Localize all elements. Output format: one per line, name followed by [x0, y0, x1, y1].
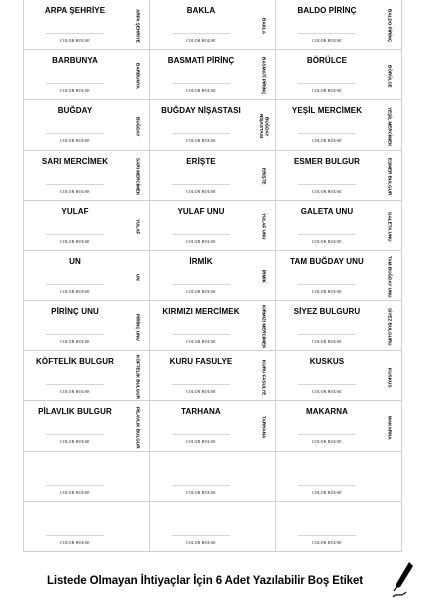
- side-label: UN: [135, 273, 141, 281]
- label-title: SARI MERCİMEK: [41, 156, 109, 166]
- side-label-box: [253, 155, 275, 199]
- label-title: BARBUNYA: [52, 56, 98, 66]
- label-card: [24, 351, 150, 401]
- brand-text: COLOR HOUSE: [186, 340, 216, 345]
- side-label-box: [379, 355, 401, 399]
- label-title: ERİŞTE: [186, 156, 216, 166]
- label-sheet: [23, 0, 401, 552]
- label-card: [150, 301, 276, 351]
- side-label: ESMER BULGUR: [387, 157, 393, 196]
- side-label-box: [127, 155, 149, 199]
- brand-text: COLOR HOUSE: [186, 540, 216, 545]
- brand-text: COLOR HOUSE: [186, 89, 216, 94]
- side-label: İRMİK: [261, 270, 267, 284]
- label-card: [276, 201, 402, 251]
- brand-text: COLOR HOUSE: [186, 239, 216, 244]
- blank-label-card: [24, 452, 150, 502]
- side-label-box: [253, 255, 275, 299]
- write-line: [46, 234, 104, 235]
- write-line: [172, 133, 230, 134]
- write-line: [298, 434, 356, 435]
- label-title: KURU FASULYE: [169, 357, 233, 367]
- brand-text: COLOR HOUSE: [60, 490, 90, 495]
- write-line: [298, 83, 356, 84]
- label-card: [150, 100, 276, 150]
- write-line: [46, 334, 104, 335]
- side-label-box: [127, 255, 149, 299]
- side-label-box: [253, 456, 275, 500]
- brand-text: COLOR HOUSE: [186, 289, 216, 294]
- write-line: [298, 485, 356, 486]
- side-label: KÖFTELİK BULGUR: [135, 355, 141, 400]
- side-label: SARI MERCİMEK: [135, 157, 141, 196]
- label-card: [276, 301, 402, 351]
- brand-text: COLOR HOUSE: [312, 490, 342, 495]
- brand-text: COLOR HOUSE: [60, 289, 90, 294]
- side-label: KIRMIZI MERCİMEK: [261, 305, 267, 349]
- label-title: UN: [69, 256, 81, 266]
- brand-text: COLOR HOUSE: [60, 89, 90, 94]
- brand-text: COLOR HOUSE: [186, 189, 216, 194]
- blank-label-card: [150, 452, 276, 502]
- write-line: [172, 83, 230, 84]
- label-title: PİLAVLIK BULGUR: [38, 407, 112, 417]
- label-title: TARHANA: [181, 407, 221, 417]
- side-label-box: [127, 506, 149, 550]
- write-line: [298, 535, 356, 536]
- brand-text: COLOR HOUSE: [60, 139, 90, 144]
- blank-label-card: [150, 502, 276, 552]
- write-line: [172, 284, 230, 285]
- label-card: [24, 100, 150, 150]
- label-title: TAM BUĞDAY UNU: [290, 256, 364, 266]
- side-label: BALDO PİRİNÇ: [387, 9, 393, 43]
- write-line: [298, 234, 356, 235]
- side-label: KURU FASULYE: [261, 359, 267, 395]
- write-line: [46, 33, 104, 34]
- write-line: [298, 133, 356, 134]
- side-label-box: [253, 305, 275, 349]
- side-label: PİRİNÇ UNU: [135, 313, 141, 341]
- side-label: GALETA UNU: [387, 211, 393, 242]
- brand-text: COLOR HOUSE: [312, 239, 342, 244]
- side-label: ARPA ŞEHRİYE: [135, 9, 141, 43]
- brand-text: COLOR HOUSE: [312, 39, 342, 43]
- side-label: SİYEZ BULGURU: [387, 308, 393, 346]
- side-label-box: [379, 155, 401, 199]
- side-label: TARHANA: [261, 416, 267, 439]
- write-line: [172, 334, 230, 335]
- label-title: BÖRÜLCE: [306, 56, 348, 66]
- label-title: İRMİK: [189, 256, 213, 266]
- label-title: KIRMIZI MERCİMEK: [162, 307, 240, 317]
- side-label-box: [379, 305, 401, 349]
- brand-text: COLOR HOUSE: [186, 490, 216, 495]
- brand-text: COLOR HOUSE: [60, 440, 90, 445]
- label-title: ESMER BULGUR: [293, 156, 361, 166]
- label-card: [24, 201, 150, 251]
- side-label-box: [379, 4, 401, 48]
- side-label: BASMATİ PİRİNÇ: [261, 57, 267, 95]
- side-label-box: [253, 355, 275, 399]
- label-title: MAKARNA: [305, 407, 349, 417]
- label-card: [24, 251, 150, 301]
- label-title: BASMATİ PİRİNÇ: [167, 56, 235, 66]
- side-label: YULAF: [135, 219, 141, 235]
- write-line: [172, 234, 230, 235]
- label-card: [276, 351, 402, 401]
- side-label: PİLAVLIK BULGUR: [135, 406, 141, 449]
- side-label-box: [379, 104, 401, 148]
- write-line: [298, 33, 356, 34]
- label-title: ARPA ŞEHRİYE: [44, 6, 106, 15]
- side-label-box: [379, 255, 401, 299]
- side-label: KUSKUS: [387, 367, 393, 387]
- label-card: [150, 151, 276, 201]
- caption-text: Listede Olmayan İhtiyaçlar İçin 6 Adet Yazılabilir Boş Etiket: [46, 575, 364, 587]
- label-card: [150, 351, 276, 401]
- brand-text: COLOR HOUSE: [312, 440, 342, 445]
- brand-text: COLOR HOUSE: [60, 390, 90, 395]
- side-label-box: [127, 4, 149, 48]
- blank-label-card: [24, 502, 150, 552]
- side-label-box: [253, 54, 275, 98]
- write-line: [46, 485, 104, 486]
- label-card: [24, 50, 150, 100]
- side-label-box: [127, 405, 149, 449]
- write-line: [46, 434, 104, 435]
- side-label-box: [253, 405, 275, 449]
- brand-text: COLOR HOUSE: [312, 540, 342, 545]
- label-card: [24, 301, 150, 351]
- label-card: [24, 401, 150, 451]
- label-title: YULAF: [61, 206, 89, 216]
- brand-text: COLOR HOUSE: [60, 340, 90, 345]
- label-card: [150, 201, 276, 251]
- label-card: [276, 0, 402, 50]
- side-label-box: [127, 54, 149, 98]
- side-label: BUĞDAY: [135, 116, 141, 137]
- label-title: PİRİNÇ UNU: [51, 307, 99, 317]
- side-label: BAKLA: [261, 17, 267, 35]
- brand-text: COLOR HOUSE: [186, 440, 216, 445]
- side-label-box: [379, 506, 401, 550]
- write-line: [172, 384, 230, 385]
- label-title: KUSKUS: [309, 357, 345, 367]
- write-line: [298, 184, 356, 185]
- write-line: [46, 284, 104, 285]
- label-card: [24, 151, 150, 201]
- write-line: [172, 434, 230, 435]
- brand-text: COLOR HOUSE: [312, 390, 342, 395]
- side-label-box: [127, 456, 149, 500]
- brand-text: COLOR HOUSE: [312, 189, 342, 194]
- label-card: [150, 401, 276, 451]
- side-label-box: [379, 456, 401, 500]
- brand-text: COLOR HOUSE: [312, 89, 342, 94]
- write-line: [298, 284, 356, 285]
- write-line: [46, 384, 104, 385]
- label-card: [276, 251, 402, 301]
- side-label-box: [379, 405, 401, 449]
- side-label: TAM BUĞDAY UNU: [387, 256, 393, 298]
- side-label-box: [253, 205, 275, 249]
- brand-text: COLOR HOUSE: [186, 139, 216, 144]
- write-line: [46, 83, 104, 84]
- brand-text: COLOR HOUSE: [186, 39, 216, 43]
- label-title: BUĞDAY: [57, 106, 93, 116]
- label-card: [276, 50, 402, 100]
- write-line: [172, 485, 230, 486]
- brand-text: COLOR HOUSE: [312, 340, 342, 345]
- side-label-box: [127, 104, 149, 148]
- label-card: [150, 251, 276, 301]
- brand-text: COLOR HOUSE: [186, 390, 216, 395]
- side-label-box: [127, 205, 149, 249]
- blank-label-card: [276, 452, 402, 502]
- side-label-box: [253, 506, 275, 550]
- side-label: BARBUNYA: [135, 63, 141, 90]
- write-line: [172, 33, 230, 34]
- side-label-box: [379, 54, 401, 98]
- label-card: [24, 0, 150, 50]
- blank-label-card: [276, 502, 402, 552]
- brand-text: COLOR HOUSE: [60, 189, 90, 194]
- label-title: SİYEZ BULGURU: [293, 307, 361, 317]
- write-line: [172, 184, 230, 185]
- side-label-box: [253, 4, 275, 48]
- label-title: BUĞDAY NİŞASTASI: [161, 106, 241, 116]
- label-title: BAKLA: [186, 6, 216, 15]
- label-card: [276, 100, 402, 150]
- write-line: [172, 535, 230, 536]
- write-line: [46, 133, 104, 134]
- label-title: YEŞİL MERCİMEK: [291, 106, 363, 116]
- write-line: [46, 184, 104, 185]
- label-title: BALDO PİRİNÇ: [297, 6, 357, 15]
- brand-text: COLOR HOUSE: [312, 139, 342, 144]
- side-label: YULAF UNU: [261, 213, 267, 240]
- label-title: YULAF UNU: [177, 206, 225, 216]
- side-label: MAKARNA: [387, 415, 393, 440]
- brand-text: COLOR HOUSE: [60, 239, 90, 244]
- side-label-box: [127, 305, 149, 349]
- side-label: ERİŞTE: [261, 168, 267, 185]
- side-label-box: [127, 355, 149, 399]
- brand-text: COLOR HOUSE: [60, 540, 90, 545]
- label-card: [150, 50, 276, 100]
- side-label: BUĞDAY NİŞASTASI: [259, 114, 270, 139]
- label-card: [276, 151, 402, 201]
- side-label: YEŞİL MERCİMEK: [387, 106, 393, 147]
- write-line: [298, 384, 356, 385]
- brand-text: COLOR HOUSE: [60, 39, 90, 43]
- label-card: [276, 401, 402, 451]
- side-label-box: [379, 205, 401, 249]
- write-line: [298, 334, 356, 335]
- write-line: [46, 535, 104, 536]
- brand-text: COLOR HOUSE: [312, 289, 342, 294]
- side-label: BÖRÜLCE: [387, 64, 393, 88]
- label-title: KÖFTELİK BULGUR: [36, 357, 114, 367]
- label-title: GALETA UNU: [300, 206, 354, 216]
- label-card: [150, 0, 276, 50]
- pen-icon: [392, 561, 414, 599]
- side-label-box: [253, 104, 275, 148]
